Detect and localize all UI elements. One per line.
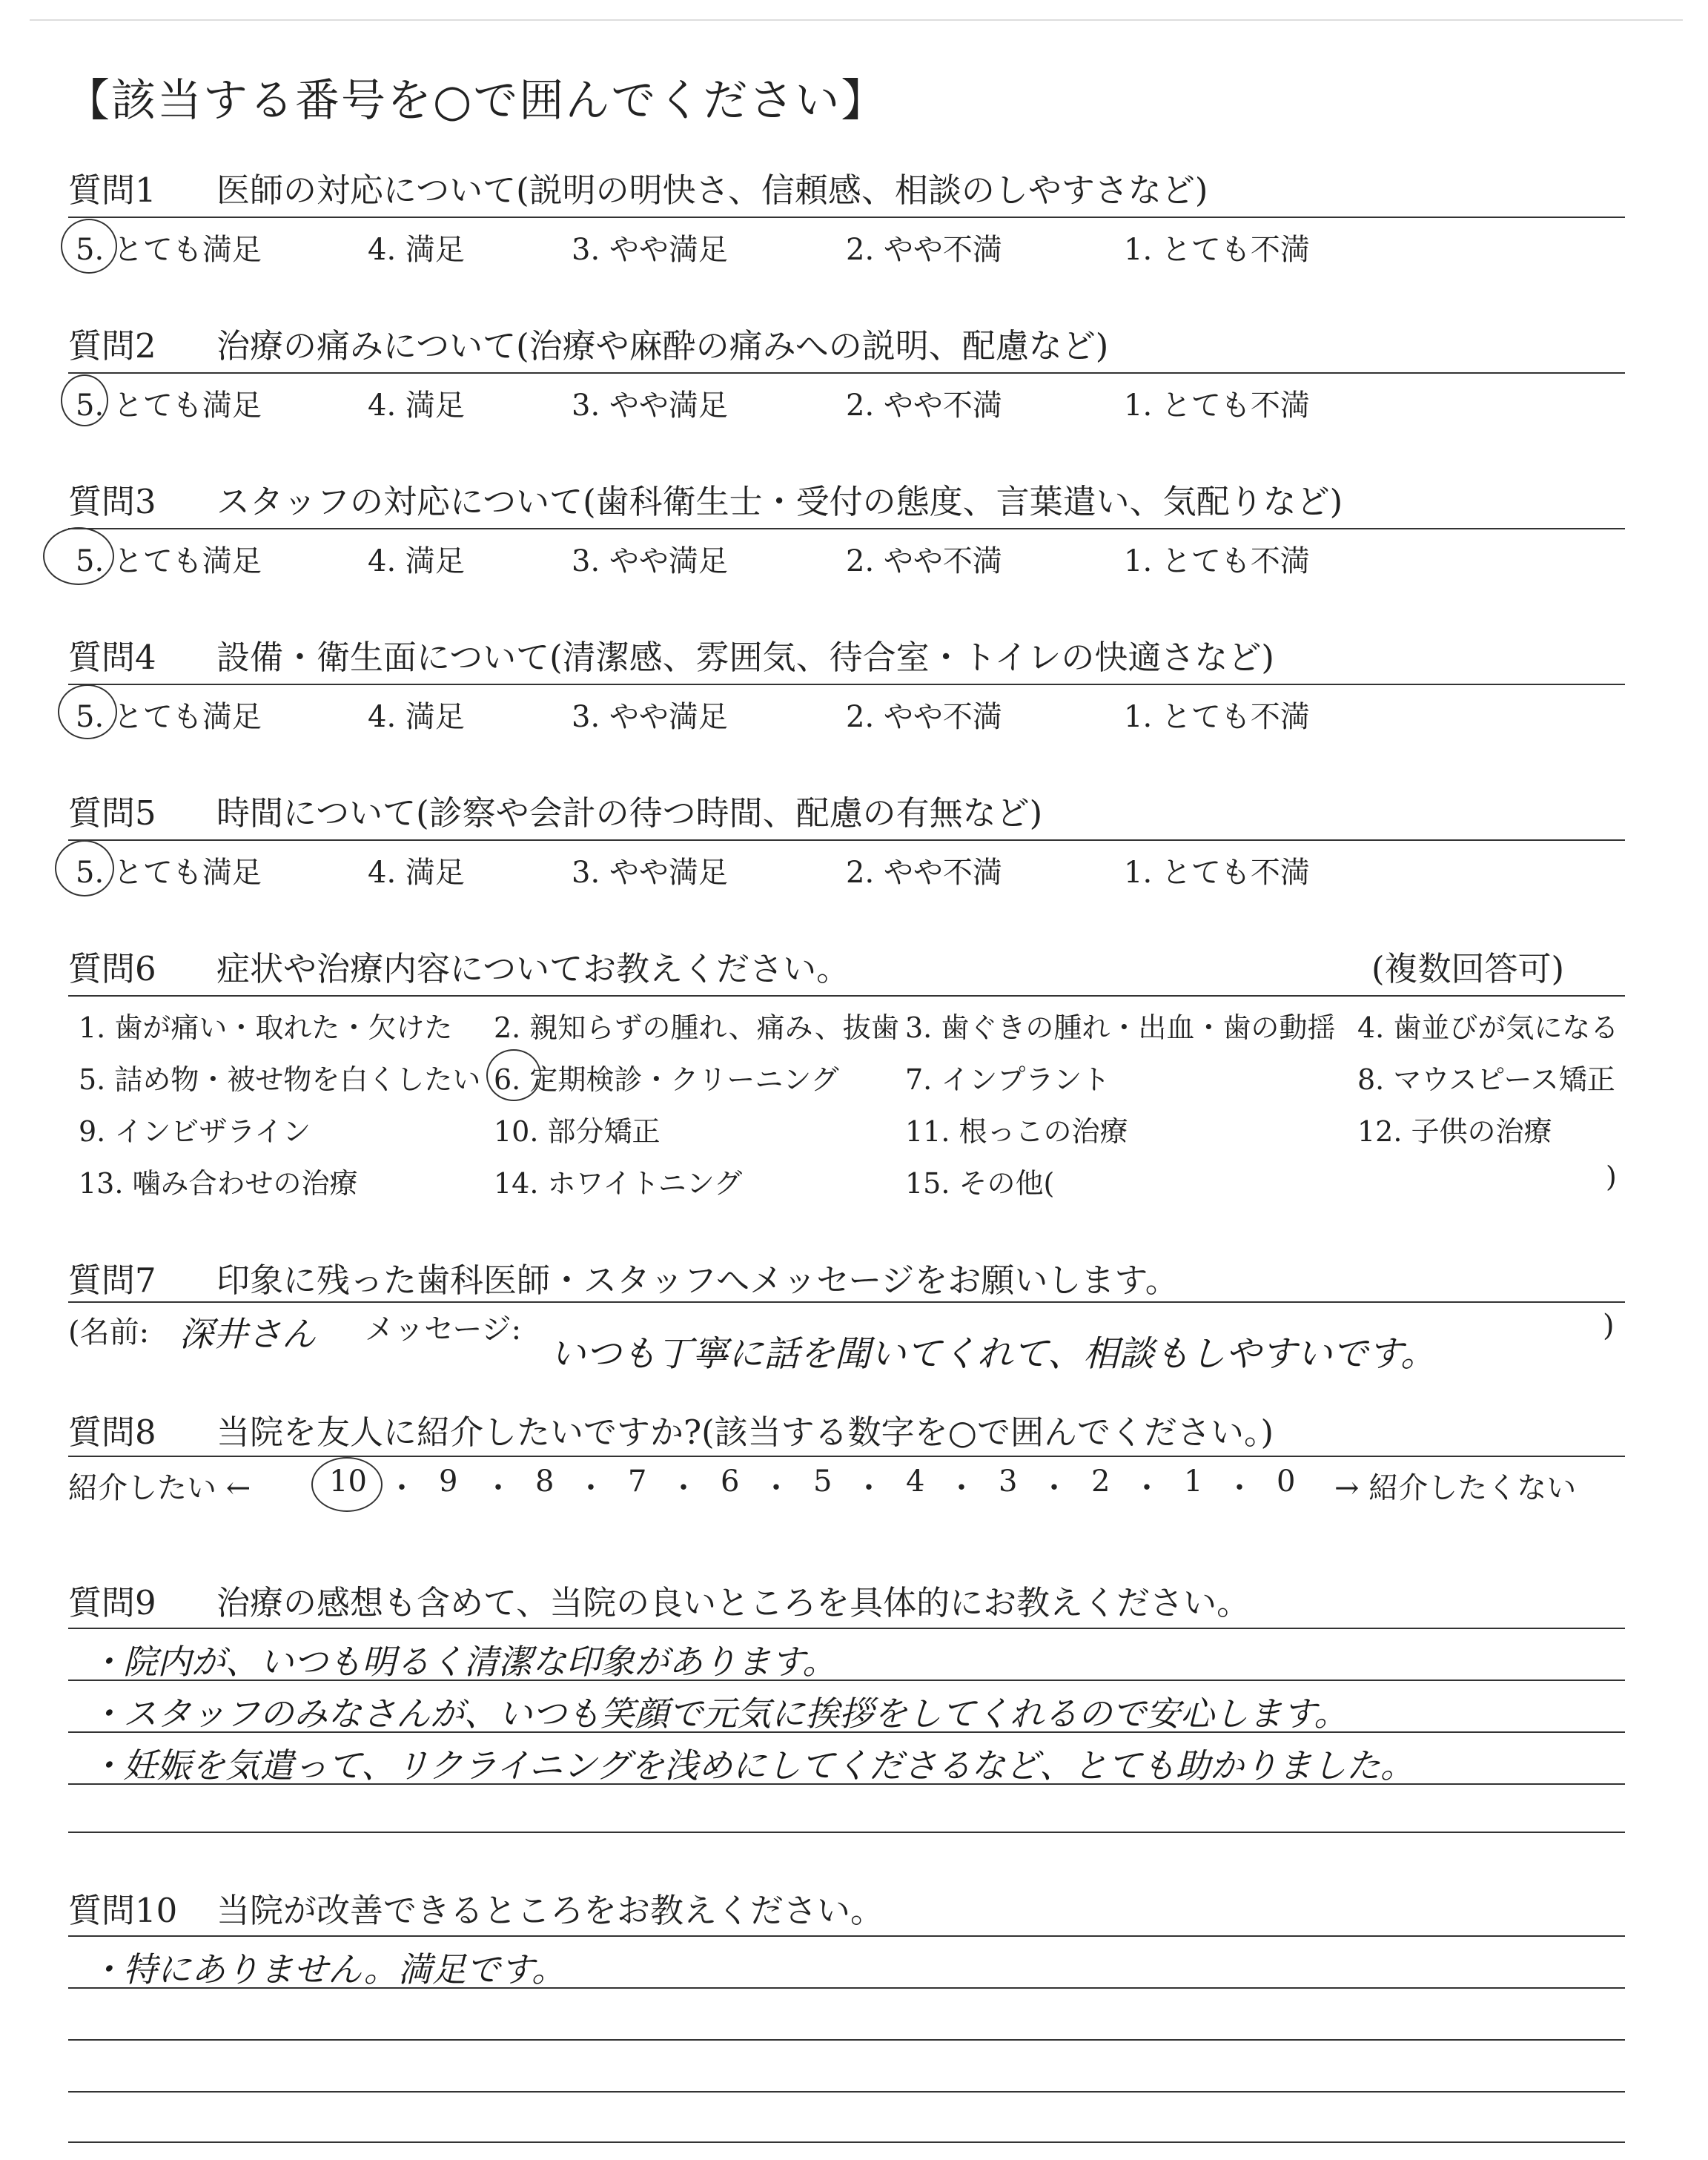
option-3[interactable]: 3. やや満足 [572,856,728,890]
scale-dot: ・ [1132,1471,1162,1505]
scale-value[interactable]: 2 [1091,1464,1110,1499]
question-rule [68,1301,1625,1303]
question-number: 質問9 [68,1583,156,1622]
question-number: 質問5 [68,793,156,833]
scale-dot: ・ [761,1471,791,1505]
rating-options-q3 [71,538,1331,582]
page-title: 【該当する番号を○で囲んでください】 [65,75,887,127]
question-text: 当院が改善できるところをお教えください。 [216,1891,884,1930]
treatment-option[interactable]: 5. 詰め物・被せ物を白くしたい [79,1063,481,1096]
treatment-option[interactable]: 8. マウスピース矯正 [1357,1063,1615,1096]
selection-circle [61,219,117,274]
selection-circle [486,1049,541,1101]
option-2[interactable]: 2. やや不満 [846,700,1002,734]
question-rule [68,684,1625,685]
question-number: 質問4 [68,638,156,677]
scale-value[interactable]: 4 [906,1464,925,1499]
option-4[interactable]: 4. 満足 [368,700,465,734]
question-7 [68,1253,1625,1301]
answer-rule [68,1680,1625,1681]
treatment-option[interactable]: 1. 歯が痛い・取れた・欠けた [79,1011,453,1044]
option-2[interactable]: 2. やや不満 [846,389,1002,423]
question-rule [68,995,1625,997]
selection-circle [43,527,114,585]
rating-options-q5 [71,849,1331,894]
treatment-option[interactable]: 4. 歯並びが気になる [1357,1011,1619,1044]
scale-value[interactable]: 5 [813,1464,833,1499]
answer-rule [68,2039,1625,2041]
rating-options-q2 [71,382,1331,426]
question-number: 質問8 [68,1413,156,1452]
question-text: 医師の対応について(説明の明快さ、信頼感、相談のしやすさなど) [216,171,1208,210]
treatment-option[interactable]: 2. 親知らずの腫れ、痛み、抜歯 [494,1011,899,1044]
option-4[interactable]: 4. 満足 [368,389,465,423]
option-5[interactable]: 5. とても満足 [76,389,262,423]
scale-value[interactable]: 10 [329,1464,367,1499]
answer-rule [68,1987,1625,1989]
selection-circle [311,1457,383,1512]
question-rule [68,217,1625,218]
treatment-option[interactable]: 7. インプラント [905,1063,1110,1096]
answer-line[interactable]: ・特にありません。満足です。 [89,1949,566,1989]
question-text: スタッフの対応について(歯科衛生士・受付の態度、言葉遣い、気配りなど) [216,482,1343,521]
question-number: 質問6 [68,949,156,988]
question-rule [68,1456,1625,1457]
scale-value[interactable]: 6 [721,1464,740,1499]
treatment-option[interactable]: 13. 噛み合わせの治療 [79,1167,358,1200]
question-rule [68,372,1625,374]
scale-dot: ・ [1225,1471,1254,1505]
treatment-option[interactable]: 12. 子供の治療 [1357,1115,1552,1148]
question-rule [68,528,1625,529]
multiple-answer-note: (複数回答可) [1371,949,1565,988]
scale-dot: ・ [576,1471,606,1505]
option-3[interactable]: 3. やや満足 [572,389,728,423]
scale-dot: ・ [947,1471,976,1505]
option-1[interactable]: 1. とても不満 [1124,700,1310,734]
question-4 [68,630,1625,678]
option-5[interactable]: 5. とても満足 [76,233,262,267]
name-value[interactable]: 深井さん [179,1314,316,1354]
scale-dot: ・ [483,1471,513,1505]
question-2 [68,319,1625,367]
scale-left-label: 紹介したい ← [68,1471,251,1505]
scale-value[interactable]: 8 [535,1464,555,1499]
answer-line[interactable]: ・院内が、いつも明るく清潔な印象があります。 [89,1642,837,1682]
question-text: 治療の痛みについて(治療や麻酔の痛みへの説明、配慮など) [216,326,1109,366]
scale-value[interactable]: 0 [1277,1464,1296,1499]
question-8 [68,1405,1625,1453]
question-rule [68,1935,1625,1937]
rating-options-q4 [71,693,1331,738]
option-2[interactable]: 2. やや不満 [846,233,1002,267]
scale-right-label: → 紹介したくない [1334,1471,1577,1505]
question-text: 印象に残った歯科医師・スタッフへメッセージをお願いします。 [216,1261,1179,1300]
scale-value[interactable]: 7 [628,1464,647,1499]
scale-dot: ・ [1039,1471,1069,1505]
option-5[interactable]: 5. とても満足 [76,700,262,734]
answer-rule [68,1832,1625,1833]
treatment-option[interactable]: 14. ホワイトニング [494,1167,743,1200]
treatment-option[interactable]: 6. 定期検診・クリーニング [494,1063,839,1096]
question-rule [68,839,1625,841]
name-label: (名前: [68,1315,150,1350]
option-4[interactable]: 4. 満足 [368,233,465,267]
question-text: 時間について(診察や会計の待つ時間、配慮の有無など) [216,793,1043,833]
top-border [30,19,1683,21]
scale-value[interactable]: 9 [439,1464,458,1499]
treatment-option[interactable]: 9. インビザライン [79,1115,311,1148]
option-2[interactable]: 2. やや不満 [846,544,1002,578]
option-1[interactable]: 1. とても不満 [1124,544,1310,578]
option-5[interactable]: 5. とても満足 [76,544,262,578]
option-1[interactable]: 1. とても不満 [1124,233,1310,267]
scale-value[interactable]: 3 [999,1464,1018,1499]
message-value[interactable]: いつも丁寧に話を聞いてくれて、相談もしやすいです。 [550,1333,1437,1375]
question-text: 症状や治療内容についてお教えください。 [216,949,850,988]
message-close: ) [1603,1309,1615,1343]
treatment-option[interactable]: 3. 歯ぐきの腫れ・出血・歯の動揺 [905,1011,1336,1044]
question-number: 質問3 [68,482,156,521]
selection-circle [55,840,114,896]
answer-rule [68,1731,1625,1733]
question-number: 質問7 [68,1261,156,1300]
question-10 [68,1883,1625,1932]
question-5 [68,786,1625,834]
question-text: 当院を友人に紹介したいですか?(該当する数字を○で囲んでください。) [216,1413,1274,1452]
option-4[interactable]: 4. 満足 [368,544,465,578]
scale-dot: ・ [387,1471,417,1505]
answer-line[interactable]: ・スタッフのみなさんが、いつも笑顔で元気に挨拶をしてくれるので安心します。 [89,1694,1348,1734]
message-label: メッセージ: [365,1312,522,1347]
selection-circle [58,684,117,739]
question-3 [68,475,1625,523]
scale-dot: ・ [669,1471,698,1505]
option-1[interactable]: 1. とても不満 [1124,856,1310,890]
answer-rule [68,1783,1625,1785]
answer-line[interactable]: ・妊娠を気遣って、リクライニングを浅めにしてくださるなど、とても助かりました。 [89,1745,1415,1786]
option-5[interactable]: 5. とても満足 [76,856,262,890]
scale-value[interactable]: 1 [1184,1464,1203,1499]
option-4[interactable]: 4. 満足 [368,856,465,890]
treatment-option[interactable]: 11. 根っこの治療 [905,1115,1128,1148]
question-1 [68,163,1625,211]
treatment-option[interactable]: 10. 部分矯正 [494,1115,661,1148]
answer-rule [68,2141,1625,2143]
answer-rule [68,2091,1625,2093]
question-text: 設備・衛生面について(清潔感、雰囲気、待合室・トイレの快適さなど) [216,638,1274,677]
treatment-option[interactable]: 15. その他( [905,1167,1055,1200]
question-number: 質問2 [68,326,156,366]
selection-circle [61,374,108,426]
question-rule [68,1628,1625,1629]
other-close-paren: ) [1606,1160,1617,1193]
option-1[interactable]: 1. とても不満 [1124,389,1310,423]
question-9 [68,1576,1625,1624]
scale-dot: ・ [854,1471,884,1505]
option-2[interactable]: 2. やや不満 [846,856,1002,890]
option-3[interactable]: 3. やや満足 [572,544,728,578]
question-number: 質問1 [68,171,156,210]
question-text: 治療の感想も含めて、当院の良いところを具体的にお教えください。 [216,1583,1251,1622]
question-number: 質問10 [68,1891,178,1930]
rating-options-q1 [71,226,1331,271]
option-3[interactable]: 3. やや満足 [572,700,728,734]
option-3[interactable]: 3. やや満足 [572,233,728,267]
